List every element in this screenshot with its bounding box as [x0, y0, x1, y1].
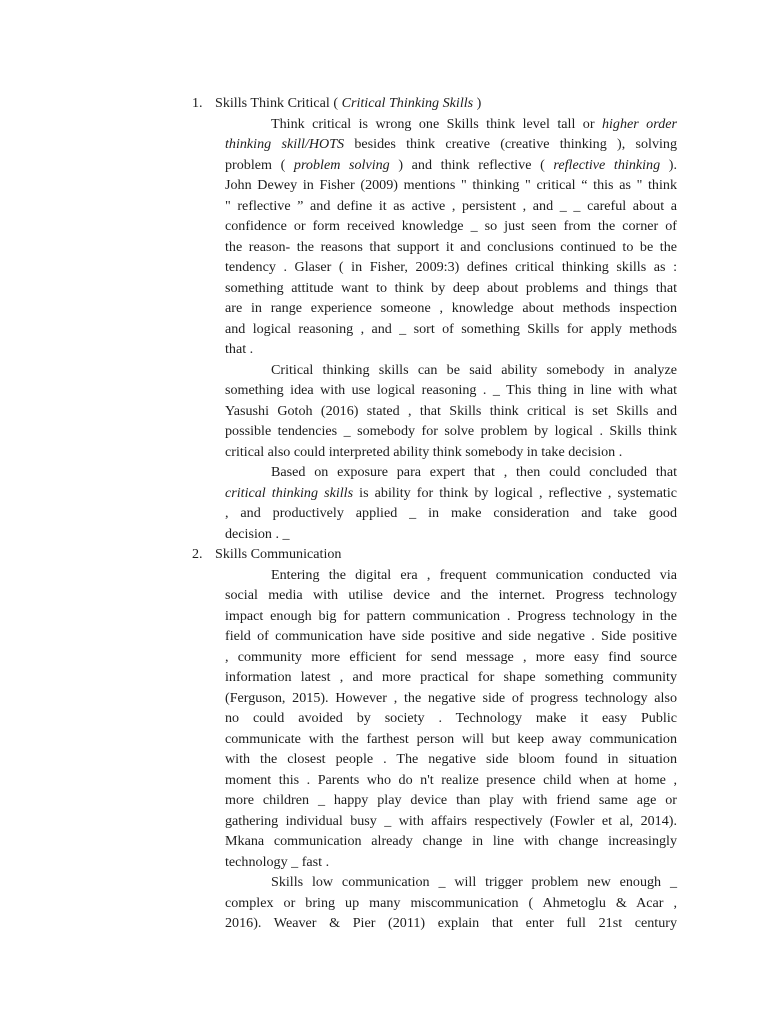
text-run: (Ferguson, 2015). However , the negative side of progress technology also [225, 689, 677, 706]
text-run: no could avoided by society . Technology make it easy Public [225, 710, 677, 726]
text-line [225, 319, 677, 340]
text-line [225, 872, 677, 893]
text-run: tendency . Glaser ( in Fisher, 2009:3) defines critical thinking skills as : [225, 259, 677, 275]
text-run: social media with utilise device and the internet. Progress technology [225, 587, 677, 603]
text-line [225, 298, 677, 319]
text-run: that . [225, 341, 254, 357]
section-number: 2. [192, 546, 203, 562]
text-line [225, 626, 677, 647]
text-run: confidence or form received knowledge _ so just seen from the corner of [225, 218, 677, 234]
text-line [225, 380, 677, 401]
text-line [225, 175, 677, 196]
text-line [225, 360, 677, 381]
text-line [225, 196, 677, 217]
text-run: 2016). Weaver & Pier (2011) explain that enter full 21st century [225, 915, 677, 931]
text-run: Mkana communication already change in line with change increasingly [225, 833, 677, 849]
text-run: decision . _ [225, 525, 290, 542]
text-line [225, 257, 677, 278]
text-line [225, 790, 677, 811]
text-run: something idea with use logical reasoning . _ This thing in line with what [225, 382, 677, 398]
text-run: and logical reasoning , and _ sort of something Skills for apply methods [225, 320, 677, 337]
text-line [225, 278, 677, 299]
text-line [225, 770, 677, 791]
text-run: more children _ happy play device than play with friend same age or [225, 792, 677, 808]
paragraph [225, 872, 677, 934]
text-line [225, 216, 677, 237]
section-number: 1. [192, 95, 203, 111]
text-line [225, 503, 677, 524]
text-run: besides think creative (creative thinking ), solving [344, 136, 677, 152]
section-title-plain: Skills Think Critical ( [215, 95, 342, 111]
document-body [0, 93, 768, 934]
text-run: technology _ fast . [225, 853, 330, 870]
text-run: is ability for think by logical , reflective , systematic [353, 484, 677, 501]
text-line [225, 893, 677, 914]
text-run: gathering individual busy _ with affairs respectively (Fowler et al, 2014). [225, 812, 677, 829]
text-line [225, 811, 677, 832]
text-run: possible tendencies _ somebody for solve problem by logical . Skills think [225, 423, 677, 439]
text-line [225, 913, 677, 934]
text-run: ) and think reflective ( [389, 156, 554, 173]
text-run: Skills low communication _ will trigger problem new enough _ [271, 874, 677, 890]
text-run: with the closest people . The negative side bloom found in situation [225, 751, 677, 767]
text-line [225, 708, 677, 729]
italic-term: higher order [601, 115, 677, 132]
text-run: problem ( [225, 156, 294, 173]
text-line [225, 729, 677, 750]
text-line [225, 585, 677, 606]
section-heading-1 [0, 93, 768, 114]
paragraph [225, 565, 677, 873]
text-run: impact enough big for pattern communication . Progress technology in the [225, 607, 677, 624]
text-run: , and productively applied _ in make consideration and take good [225, 505, 677, 521]
text-line [225, 401, 677, 422]
italic-term: critical thinking skills [225, 484, 354, 501]
section-heading-2 [0, 544, 768, 565]
text-run: " reflective ” and define it as active , persistent , and _ _ careful about a [225, 197, 677, 214]
text-run: Yasushi Gotoh (2016) stated , that Skills think critical is set Skills and [225, 402, 677, 419]
paragraph [225, 114, 677, 360]
text-line [225, 852, 677, 873]
section-title: Skills Communication [215, 546, 342, 562]
text-run: ). [660, 156, 677, 173]
italic-term: problem solving [293, 156, 390, 173]
text-line [225, 565, 677, 586]
text-run: the reason- the reasons that support it and conclusions continued to be the [225, 238, 677, 255]
text-run: Think critical is wrong one Skills think level tall or [271, 115, 602, 132]
text-line [225, 647, 677, 668]
text-line [225, 749, 677, 770]
section-title-italic: Critical Thinking Skills [341, 95, 474, 111]
text-line [225, 524, 677, 545]
text-line [225, 442, 677, 463]
text-line [225, 134, 677, 155]
text-run: communicate with the farthest person will but keep away communication [225, 730, 677, 747]
text-line [225, 421, 677, 442]
text-run: field of communication have side positive and side negative . Side positive [225, 628, 677, 644]
text-line [225, 339, 677, 360]
text-run: are in range experience someone , knowledge about methods inspection [225, 300, 677, 316]
text-run: critical also could interpreted ability think somebody in take decision . [225, 443, 623, 460]
text-run: moment this . Parents who do n't realize presence child when at home , [225, 771, 677, 788]
text-run: John Dewey in Fisher (2009) mentions " thinking " critical “ this as " think [225, 177, 677, 193]
text-line [225, 606, 677, 627]
italic-term: reflective thinking [553, 156, 661, 173]
text-run: something attitude want to think by deep about problems and things that [225, 279, 677, 296]
text-line [225, 688, 677, 709]
text-line [225, 483, 677, 504]
text-run: information latest , and more practical for shape something community [225, 669, 677, 685]
italic-term: thinking skill/HOTS [225, 136, 345, 152]
section-title-close: ) [473, 95, 482, 111]
text-run: Based on exposure para expert that , then could concluded that [271, 464, 677, 480]
text-line [225, 114, 677, 135]
text-line [225, 237, 677, 258]
text-line [225, 462, 677, 483]
text-line [225, 667, 677, 688]
text-run: Entering the digital era , frequent communication conducted via [271, 566, 677, 583]
text-run: complex or bring up many miscommunication ( Ahmetoglu & Acar , [225, 894, 677, 911]
paragraph [225, 360, 677, 463]
text-line [225, 831, 677, 852]
text-run: Critical thinking skills can be said ability somebody in analyze [271, 361, 677, 378]
paragraph [225, 462, 677, 544]
text-run: , community more efficient for send message , more easy find source [225, 648, 677, 665]
text-line [225, 155, 677, 176]
